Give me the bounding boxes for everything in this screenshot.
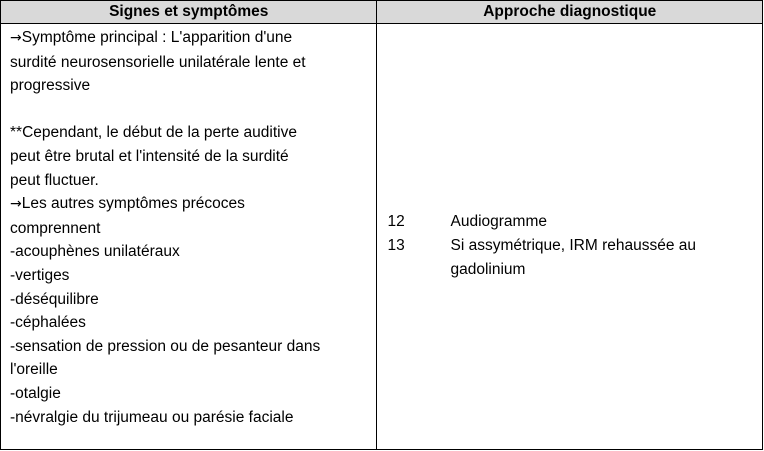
other-symptoms-line [10, 192, 372, 217]
header-signs-symptoms: Signes et symptômes [1, 1, 377, 24]
diagnostic-item-text: Audiogramme [450, 212, 547, 230]
arrow-right-icon: → [10, 30, 22, 46]
list-item: -acouphènes unilatéraux [10, 243, 180, 261]
paragraph-spacer [10, 98, 372, 122]
note-text-2: peut être brutal et l'intensité de la surdité [10, 147, 289, 165]
diagnostic-approach-cell [377, 24, 763, 450]
note-text-1: **Cependant, le début de la perte auditive [10, 124, 297, 142]
table-header-row [1, 1, 763, 24]
main-symptom-text-2: surdité neurosensorielle unilatérale lente et [10, 53, 306, 71]
arrow-right-icon: → [10, 196, 22, 213]
main-symptom-line [10, 26, 372, 51]
diagnostic-item [387, 234, 756, 282]
list-item: -vertiges [10, 266, 70, 284]
main-symptom-text-1: Symptôme principal : L'apparition d'une [21, 29, 293, 46]
list-item: -otalgie [10, 384, 61, 402]
list-item: -sensation de pression ou de pesanteur dans [10, 337, 321, 355]
diagnostic-item-number: 12 [387, 212, 405, 230]
diagnostic-item-number: 13 [387, 236, 405, 254]
signs-symptoms-cell [1, 24, 377, 450]
list-item: -névralgie du trijumeau ou parésie faciale [10, 408, 294, 426]
note-text-3: peut fluctuer. [10, 171, 99, 189]
other-symptoms-text-1: Les autres symptômes précoces [21, 195, 245, 213]
diagnostic-item-text: Si assymétrique, IRM rehaussée au gadolinium [450, 236, 697, 278]
list-item: -céphalées [10, 314, 86, 332]
list-item: -déséquilibre [10, 290, 99, 308]
table-body-row [1, 24, 763, 450]
other-symptoms-text-2: comprennent [10, 219, 101, 237]
header-diagnostic-approach: Approche diagnostique [377, 1, 763, 24]
main-symptom-text-3: progressive [10, 77, 91, 95]
list-item: l'oreille [10, 361, 58, 379]
diagnostic-item [387, 210, 756, 234]
